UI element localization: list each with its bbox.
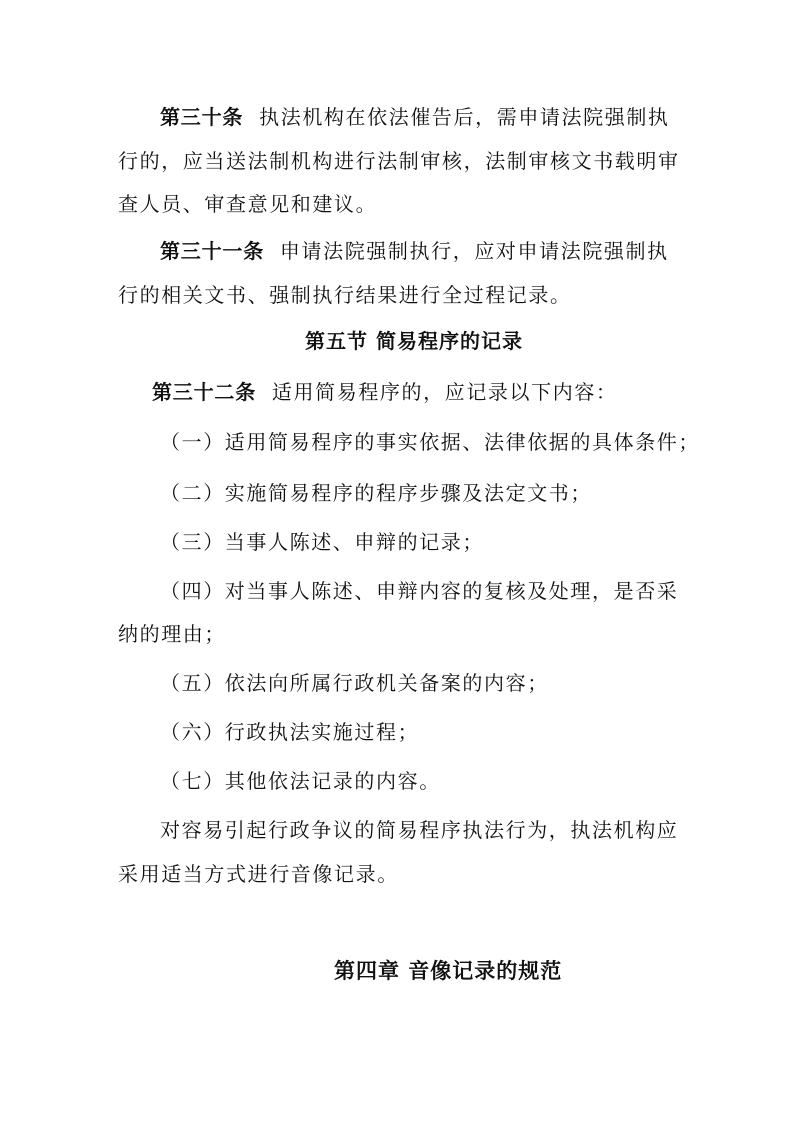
article-31-text-line2: 行的相关文书、强制执行结果进行全过程记录。 xyxy=(118,283,572,307)
article-30-label: 第三十条 xyxy=(160,105,244,129)
article-31-label: 第三十一条 xyxy=(160,239,264,263)
chapter-4-title: 第四章 音像记录的规范 xyxy=(334,959,563,983)
article-32-label: 第三十二条 xyxy=(152,380,256,404)
article-30-text-line2: 行的，应当送法制机构进行法制审核，法制审核文书载明审 xyxy=(118,149,680,173)
article-31-first-line xyxy=(160,237,669,265)
article-32-item-7: （七）其他依法记录的内容。 xyxy=(160,769,441,793)
article-32-item-6: （六）行政执法实施过程； xyxy=(160,720,420,744)
article-32-item-3: （三）当事人陈述、申辩的记录； xyxy=(160,530,484,554)
article-32-intro: 适用简易程序的，应记录以下内容： xyxy=(271,380,618,404)
section-5-title: 第五节 简易程序的记录 xyxy=(305,329,523,353)
article-32-item-1: （一）适用简易程序的事实依据、法律依据的具体条件； xyxy=(160,430,700,454)
article-31-text-line1: 申请法院强制执行，应对申请法院强制执 xyxy=(279,239,669,263)
article-32-item-4: （四）对当事人陈述、申辩内容的复核及处理，是否采 xyxy=(160,579,679,603)
article-30-text-line1: 执法机构在依法催告后，需申请法院强制执 xyxy=(259,105,670,129)
article-32-first-line xyxy=(152,378,618,406)
article-30-text-line3: 查人员、审查意见和建议。 xyxy=(118,192,378,216)
article-32-item-5: （五）依法向所属行政机关备案的内容； xyxy=(160,671,549,695)
article-30-first-line xyxy=(160,103,670,131)
article-32-closing-line2: 采用适当方式进行音像记录。 xyxy=(118,862,399,886)
article-32-closing-line1: 对容易引起行政争议的简易程序执法行为，执法机构应 xyxy=(160,818,679,842)
article-32-item-2: （二）实施简易程序的程序步骤及法定文书； xyxy=(160,481,592,505)
article-32-item-4-cont: 纳的理由； xyxy=(118,622,226,646)
